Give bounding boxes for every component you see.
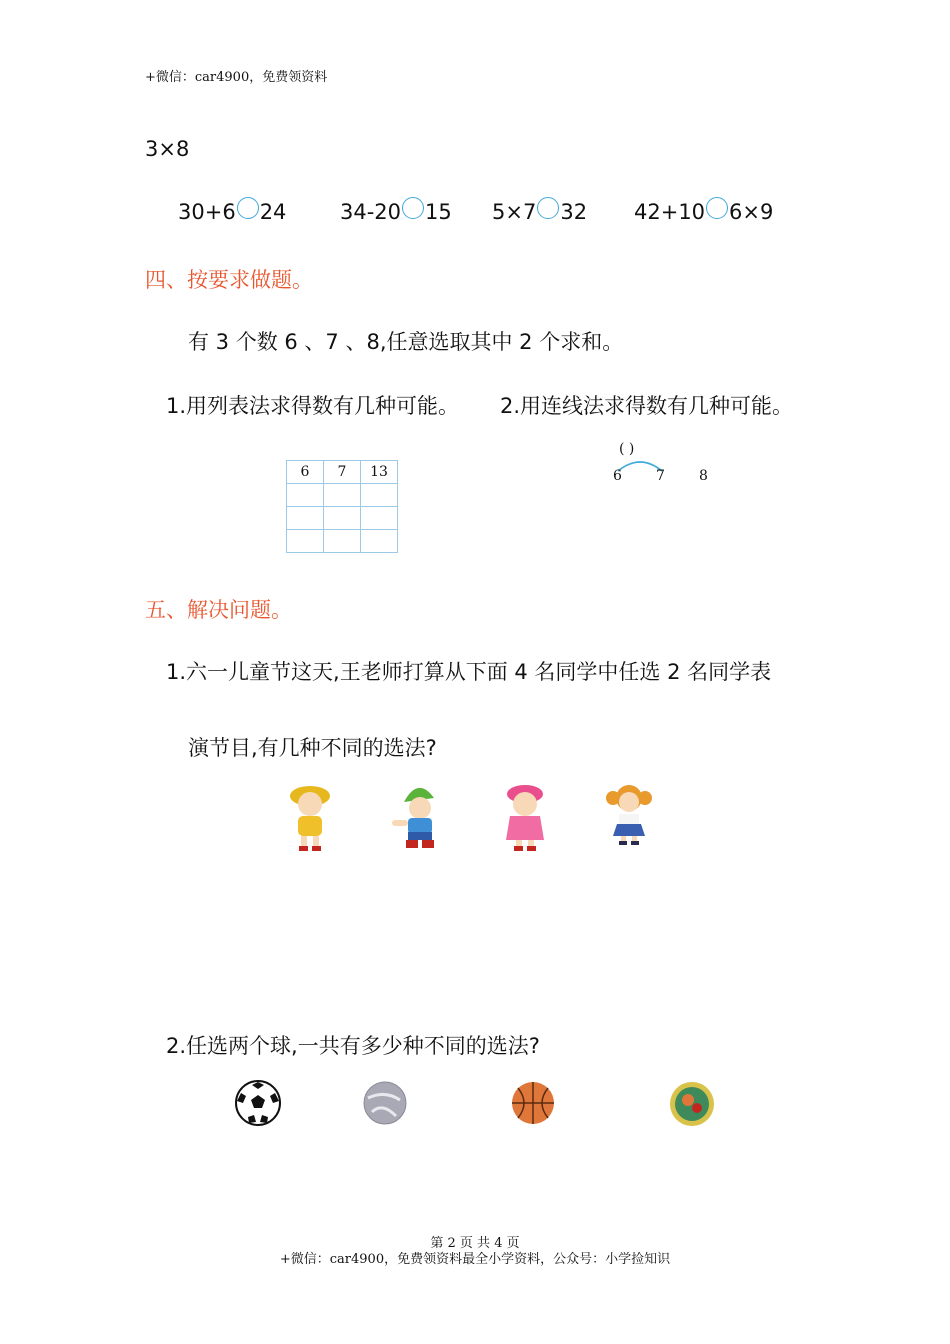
table-cell[interactable] [361, 530, 398, 553]
table-cell: 7 [324, 461, 361, 484]
child-pink-hat-icon [500, 780, 550, 852]
comparison-left: 42+10 [634, 200, 706, 224]
table-row [287, 530, 398, 553]
comparison-right: 24 [259, 200, 287, 224]
section-5-title: 五、解决问题。 [145, 598, 292, 622]
soccer-ball-icon [234, 1079, 282, 1127]
section-4-title: 四、按要求做题。 [145, 268, 313, 292]
table-cell[interactable] [361, 507, 398, 530]
comparison-3 [492, 200, 587, 224]
line-number-7: 7 [656, 468, 665, 484]
comparison-left: 34-20 [340, 200, 402, 224]
comparison-2 [340, 200, 452, 224]
compare-circle[interactable] [402, 197, 424, 219]
table-cell[interactable] [287, 507, 324, 530]
child-green-hat-icon [388, 780, 450, 850]
table-row [287, 484, 398, 507]
child-yellow-hat-icon [284, 780, 336, 852]
section-4-intro: 有 3 个数 6 、7 、8,任意选取其中 2 个求和。 [188, 330, 624, 354]
compare-circle[interactable] [537, 197, 559, 219]
comparison-right: 32 [560, 200, 588, 224]
comparison-left: 30+6 [178, 200, 236, 224]
table-cell[interactable] [287, 530, 324, 553]
section-4-q1: 1.用列表法求得数有几种可能。 [166, 394, 460, 418]
header-note: +微信：car4900，免费领资料 [145, 70, 328, 85]
table-cell: 13 [361, 461, 398, 484]
comparison-right: 6×9 [729, 200, 774, 224]
comparison-1 [178, 200, 286, 224]
expression-3x8: 3×8 [145, 137, 190, 161]
table-cell[interactable] [361, 484, 398, 507]
table-cell[interactable] [324, 507, 361, 530]
compare-circle[interactable] [706, 197, 728, 219]
table-row [287, 507, 398, 530]
basketball-icon [510, 1080, 556, 1126]
footer-page: 第 2 页 共 4 页 [430, 1236, 520, 1251]
problem-2: 2.任选两个球,一共有多少种不同的选法? [166, 1034, 540, 1058]
footer-note: +微信：car4900，免费领资料最全小学资料，公众号：小学捡知识 [279, 1252, 671, 1267]
comparison-right: 15 [425, 200, 452, 224]
table-cell: 6 [287, 461, 324, 484]
line-number-8: 8 [699, 468, 708, 484]
problem-1-line-2: 演节目,有几种不同的选法? [188, 736, 437, 760]
table-cell[interactable] [324, 530, 361, 553]
comparison-4 [634, 200, 773, 224]
table-cell[interactable] [287, 484, 324, 507]
answer-parentheses: ( ) [619, 441, 635, 457]
section-4-q2: 2.用连线法求得数有几种可能。 [500, 394, 794, 418]
line-number-6: 6 [613, 468, 622, 484]
child-pigtails-icon [605, 780, 653, 846]
problem-1-line-1: 1.六一儿童节这天,王老师打算从下面 4 名同学中任选 2 名同学表 [166, 660, 772, 684]
comparison-left: 5×7 [492, 200, 537, 224]
volleyball-icon [362, 1080, 408, 1126]
table-cell[interactable] [324, 484, 361, 507]
compare-circle[interactable] [237, 197, 259, 219]
list-table [286, 460, 398, 553]
toy-ball-icon [668, 1080, 716, 1128]
table-row [287, 461, 398, 484]
